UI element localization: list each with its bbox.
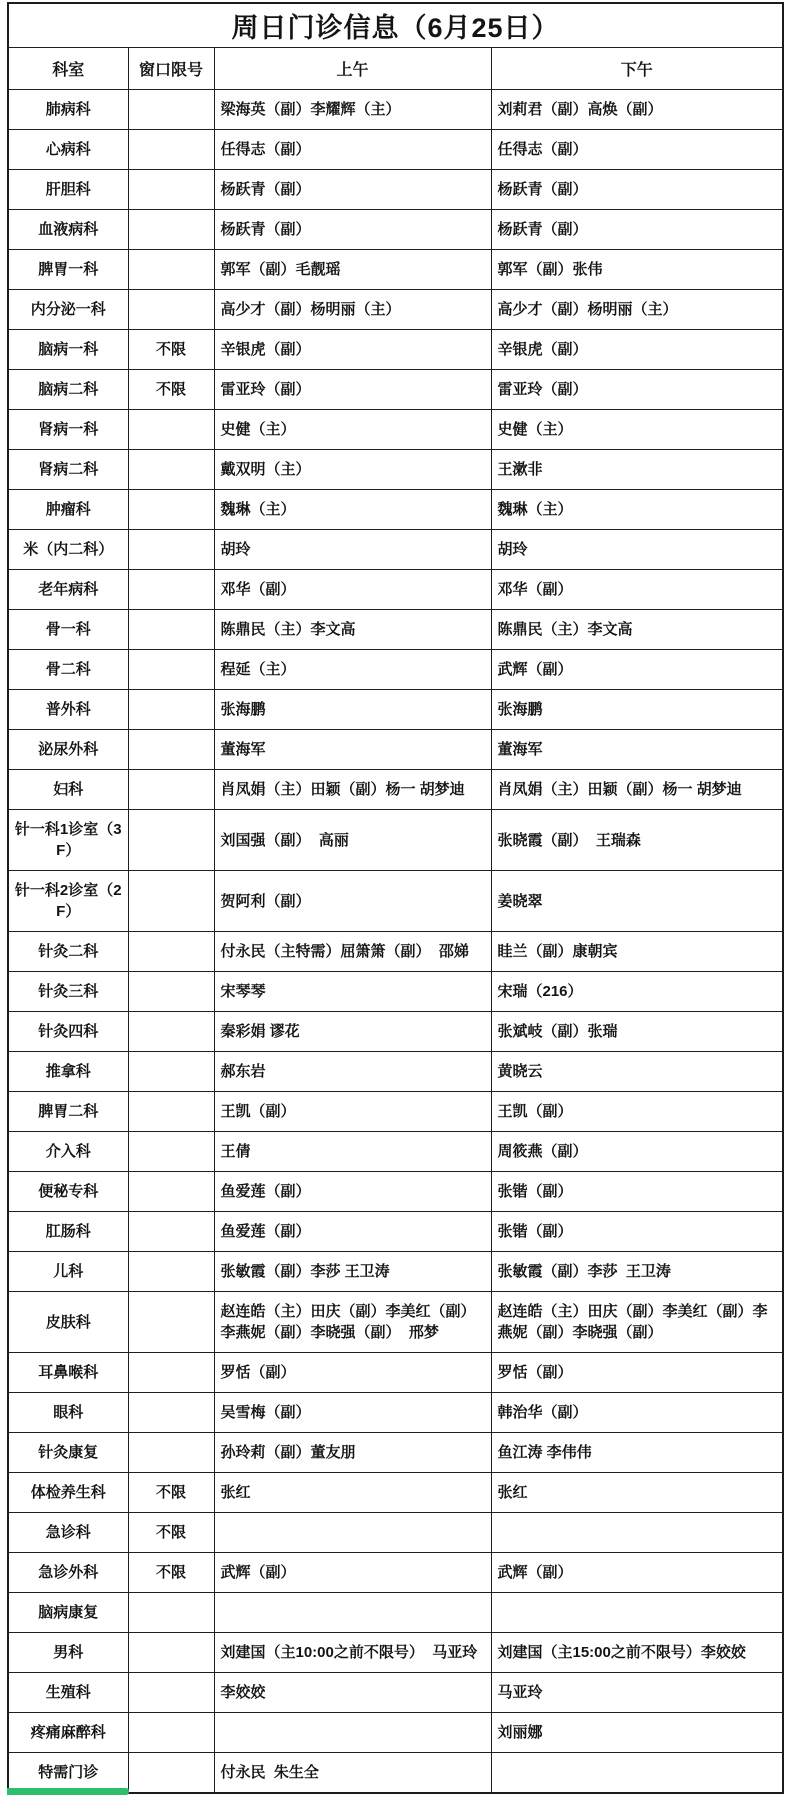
table-row bbox=[8, 450, 783, 490]
department-cell: 特需门诊 bbox=[8, 1753, 128, 1794]
window-limit-cell bbox=[128, 871, 214, 932]
morning-cell: 史健（主） bbox=[214, 410, 491, 450]
morning-cell: 宋琴琴 bbox=[214, 972, 491, 1012]
table-row bbox=[8, 610, 783, 650]
table-row bbox=[8, 1393, 783, 1433]
afternoon-cell: 周筱燕（副） bbox=[491, 1132, 783, 1172]
morning-cell: 郭军（副）毛靓瑶 bbox=[214, 250, 491, 290]
afternoon-cell bbox=[491, 1513, 783, 1553]
afternoon-cell: 刘莉君（副）高焕（副） bbox=[491, 90, 783, 130]
afternoon-cell: 张晓霞（副） 王瑞森 bbox=[491, 810, 783, 871]
morning-cell: 辛银虎（副） bbox=[214, 330, 491, 370]
morning-cell: 刘建国（主10:00之前不限号） 马亚玲 bbox=[214, 1633, 491, 1673]
table-row bbox=[8, 170, 783, 210]
morning-cell bbox=[214, 1593, 491, 1633]
department-cell: 骨一科 bbox=[8, 610, 128, 650]
department-cell: 针一科1诊室（3F） bbox=[8, 810, 128, 871]
morning-cell: 张海鹏 bbox=[214, 690, 491, 730]
table-row bbox=[8, 1252, 783, 1292]
afternoon-cell: 罗恬（副） bbox=[491, 1353, 783, 1393]
table-row bbox=[8, 1353, 783, 1393]
department-cell: 介入科 bbox=[8, 1132, 128, 1172]
afternoon-cell: 杨跃青（副） bbox=[491, 170, 783, 210]
afternoon-cell: 高少才（副）杨明丽（主） bbox=[491, 290, 783, 330]
afternoon-cell: 韩治华（副） bbox=[491, 1393, 783, 1433]
afternoon-cell: 马亚玲 bbox=[491, 1673, 783, 1713]
header-department: 科室 bbox=[8, 48, 128, 90]
department-cell: 男科 bbox=[8, 1633, 128, 1673]
table-row bbox=[8, 1593, 783, 1633]
window-limit-cell bbox=[128, 450, 214, 490]
table-row bbox=[8, 490, 783, 530]
department-cell: 肝胆科 bbox=[8, 170, 128, 210]
window-limit-cell: 不限 bbox=[128, 1553, 214, 1593]
window-limit-cell bbox=[128, 130, 214, 170]
afternoon-cell: 肖凤娟（主）田颖（副）杨一 胡梦迪 bbox=[491, 770, 783, 810]
department-cell: 米（内二科） bbox=[8, 530, 128, 570]
morning-cell: 贺阿利（副） bbox=[214, 871, 491, 932]
table-row bbox=[8, 1132, 783, 1172]
window-limit-cell bbox=[128, 1212, 214, 1252]
morning-cell: 王凯（副） bbox=[214, 1092, 491, 1132]
afternoon-cell: 董海军 bbox=[491, 730, 783, 770]
department-cell: 急诊科 bbox=[8, 1513, 128, 1553]
window-limit-cell bbox=[128, 690, 214, 730]
department-cell: 急诊外科 bbox=[8, 1553, 128, 1593]
table-row bbox=[8, 130, 783, 170]
afternoon-cell: 黄晓云 bbox=[491, 1052, 783, 1092]
department-cell: 内分泌一科 bbox=[8, 290, 128, 330]
department-cell: 泌尿外科 bbox=[8, 730, 128, 770]
window-limit-cell bbox=[128, 1172, 214, 1212]
morning-cell: 王倩 bbox=[214, 1132, 491, 1172]
window-limit-cell bbox=[128, 650, 214, 690]
window-limit-cell bbox=[128, 210, 214, 250]
window-limit-cell: 不限 bbox=[128, 370, 214, 410]
window-limit-cell bbox=[128, 730, 214, 770]
window-limit-cell bbox=[128, 90, 214, 130]
table-row bbox=[8, 871, 783, 932]
morning-cell: 孙玲莉（副）董友朋 bbox=[214, 1433, 491, 1473]
afternoon-cell: 魏琳（主） bbox=[491, 490, 783, 530]
department-cell: 骨二科 bbox=[8, 650, 128, 690]
afternoon-cell: 雷亚玲（副） bbox=[491, 370, 783, 410]
morning-cell: 赵连皓（主）田庆（副）李美红（副）李燕妮（副）李晓强（副） 邢梦 bbox=[214, 1292, 491, 1353]
morning-cell: 鱼爱莲（副） bbox=[214, 1212, 491, 1252]
table-row bbox=[8, 810, 783, 871]
title-row bbox=[8, 3, 783, 48]
window-limit-cell bbox=[128, 932, 214, 972]
department-cell: 针灸四科 bbox=[8, 1012, 128, 1052]
department-cell: 脾胃一科 bbox=[8, 250, 128, 290]
table-row bbox=[8, 1553, 783, 1593]
afternoon-cell: 眭兰（副）康朝宾 bbox=[491, 932, 783, 972]
afternoon-cell: 鱼江涛 李伟伟 bbox=[491, 1433, 783, 1473]
table-row bbox=[8, 690, 783, 730]
window-limit-cell bbox=[128, 570, 214, 610]
department-cell: 肺病科 bbox=[8, 90, 128, 130]
morning-cell bbox=[214, 1513, 491, 1553]
table-row bbox=[8, 1172, 783, 1212]
window-limit-cell bbox=[128, 610, 214, 650]
window-limit-cell bbox=[128, 490, 214, 530]
table-row bbox=[8, 1092, 783, 1132]
department-cell: 肾病一科 bbox=[8, 410, 128, 450]
window-limit-cell bbox=[128, 1252, 214, 1292]
table-row bbox=[8, 1292, 783, 1353]
window-limit-cell bbox=[128, 770, 214, 810]
table-row bbox=[8, 1212, 783, 1252]
morning-cell: 杨跃青（副） bbox=[214, 170, 491, 210]
department-cell: 脑病一科 bbox=[8, 330, 128, 370]
afternoon-cell: 宋瑞（216） bbox=[491, 972, 783, 1012]
table-row bbox=[8, 1513, 783, 1553]
table-row bbox=[8, 1012, 783, 1052]
morning-cell: 肖凤娟（主）田颖（副）杨一 胡梦迪 bbox=[214, 770, 491, 810]
department-cell: 肾病二科 bbox=[8, 450, 128, 490]
afternoon-cell: 王凯（副） bbox=[491, 1092, 783, 1132]
table-row bbox=[8, 770, 783, 810]
afternoon-cell: 史健（主） bbox=[491, 410, 783, 450]
morning-cell: 武辉（副） bbox=[214, 1553, 491, 1593]
morning-cell: 付永民（主特需）屈箫箫（副） 邵娣 bbox=[214, 932, 491, 972]
window-limit-cell bbox=[128, 1393, 214, 1433]
morning-cell: 张红 bbox=[214, 1473, 491, 1513]
table-row bbox=[8, 650, 783, 690]
afternoon-cell: 姜晓翠 bbox=[491, 871, 783, 932]
afternoon-cell: 王漱非 bbox=[491, 450, 783, 490]
department-cell: 针灸康复 bbox=[8, 1433, 128, 1473]
table-row bbox=[8, 932, 783, 972]
window-limit-cell bbox=[128, 1673, 214, 1713]
department-cell: 脑病二科 bbox=[8, 370, 128, 410]
table-row bbox=[8, 210, 783, 250]
afternoon-cell: 陈鼎民（主）李文高 bbox=[491, 610, 783, 650]
afternoon-cell: 任得志（副） bbox=[491, 130, 783, 170]
afternoon-cell: 赵连皓（主）田庆（副）李美红（副）李燕妮（副）李晓强（副） bbox=[491, 1292, 783, 1353]
afternoon-cell: 刘建国（主15:00之前不限号）李姣姣 bbox=[491, 1633, 783, 1673]
window-limit-cell bbox=[128, 1092, 214, 1132]
window-limit-cell bbox=[128, 1433, 214, 1473]
morning-cell: 秦彩娟 谬花 bbox=[214, 1012, 491, 1052]
table-row bbox=[8, 1713, 783, 1753]
window-limit-cell bbox=[128, 410, 214, 450]
afternoon-cell: 张海鹏 bbox=[491, 690, 783, 730]
window-limit-cell bbox=[128, 810, 214, 871]
table-row bbox=[8, 1433, 783, 1473]
table-row bbox=[8, 1633, 783, 1673]
morning-cell: 陈鼎民（主）李文高 bbox=[214, 610, 491, 650]
morning-cell: 梁海英（副）李耀辉（主） bbox=[214, 90, 491, 130]
department-cell: 针灸二科 bbox=[8, 932, 128, 972]
table-row bbox=[8, 972, 783, 1012]
header-window-limit: 窗口限号 bbox=[128, 48, 214, 90]
window-limit-cell: 不限 bbox=[128, 330, 214, 370]
morning-cell: 董海军 bbox=[214, 730, 491, 770]
afternoon-cell: 张锴（副） bbox=[491, 1212, 783, 1252]
department-cell: 推拿科 bbox=[8, 1052, 128, 1092]
window-limit-cell bbox=[128, 530, 214, 570]
department-cell: 老年病科 bbox=[8, 570, 128, 610]
window-limit-cell bbox=[128, 250, 214, 290]
morning-cell: 邓华（副） bbox=[214, 570, 491, 610]
table-row bbox=[8, 330, 783, 370]
window-limit-cell bbox=[128, 170, 214, 210]
department-cell: 儿科 bbox=[8, 1252, 128, 1292]
department-cell: 脑病康复 bbox=[8, 1593, 128, 1633]
table-row bbox=[8, 1673, 783, 1713]
table-row bbox=[8, 290, 783, 330]
window-limit-cell bbox=[128, 972, 214, 1012]
department-cell: 生殖科 bbox=[8, 1673, 128, 1713]
afternoon-cell: 张红 bbox=[491, 1473, 783, 1513]
afternoon-cell: 杨跃青（副） bbox=[491, 210, 783, 250]
afternoon-cell: 武辉（副） bbox=[491, 650, 783, 690]
window-limit-cell bbox=[128, 1593, 214, 1633]
afternoon-cell: 刘丽娜 bbox=[491, 1713, 783, 1753]
window-limit-cell bbox=[128, 1753, 214, 1794]
table-row bbox=[8, 530, 783, 570]
afternoon-cell: 胡玲 bbox=[491, 530, 783, 570]
department-cell: 皮肤科 bbox=[8, 1292, 128, 1353]
department-cell: 肿瘤科 bbox=[8, 490, 128, 530]
department-cell: 耳鼻喉科 bbox=[8, 1353, 128, 1393]
afternoon-cell: 辛银虎（副） bbox=[491, 330, 783, 370]
afternoon-cell: 邓华（副） bbox=[491, 570, 783, 610]
window-limit-cell bbox=[128, 1713, 214, 1753]
afternoon-cell: 张锴（副） bbox=[491, 1172, 783, 1212]
morning-cell: 罗恬（副） bbox=[214, 1353, 491, 1393]
department-cell: 脾胃二科 bbox=[8, 1092, 128, 1132]
morning-cell: 李姣姣 bbox=[214, 1673, 491, 1713]
afternoon-cell: 张斌岐（副）张瑞 bbox=[491, 1012, 783, 1052]
window-limit-cell bbox=[128, 1052, 214, 1092]
morning-cell: 高少才（副）杨明丽（主） bbox=[214, 290, 491, 330]
schedule-body bbox=[8, 90, 783, 1794]
table-row bbox=[8, 90, 783, 130]
morning-cell: 任得志（副） bbox=[214, 130, 491, 170]
morning-cell: 雷亚玲（副） bbox=[214, 370, 491, 410]
department-cell: 普外科 bbox=[8, 690, 128, 730]
morning-cell: 鱼爱莲（副） bbox=[214, 1172, 491, 1212]
department-cell: 便秘专科 bbox=[8, 1172, 128, 1212]
window-limit-cell bbox=[128, 1633, 214, 1673]
clinic-schedule-table bbox=[7, 2, 784, 1794]
header-afternoon: 下午 bbox=[491, 48, 783, 90]
department-cell: 针一科2诊室（2F） bbox=[8, 871, 128, 932]
window-limit-cell: 不限 bbox=[128, 1513, 214, 1553]
window-limit-cell bbox=[128, 1353, 214, 1393]
morning-cell: 魏琳（主） bbox=[214, 490, 491, 530]
afternoon-cell: 武辉（副） bbox=[491, 1553, 783, 1593]
table-row bbox=[8, 250, 783, 290]
department-cell: 心病科 bbox=[8, 130, 128, 170]
department-cell: 眼科 bbox=[8, 1393, 128, 1433]
morning-cell: 程延（主） bbox=[214, 650, 491, 690]
header-row bbox=[8, 48, 783, 90]
department-cell: 妇科 bbox=[8, 770, 128, 810]
table-row bbox=[8, 410, 783, 450]
morning-cell: 刘国强（副） 高丽 bbox=[214, 810, 491, 871]
window-limit-cell bbox=[128, 1012, 214, 1052]
table-row bbox=[8, 1052, 783, 1092]
morning-cell: 付永民 朱生全 bbox=[214, 1753, 491, 1794]
table-row bbox=[8, 1753, 783, 1794]
department-cell: 针灸三科 bbox=[8, 972, 128, 1012]
green-highlight-bar bbox=[7, 1788, 129, 1795]
morning-cell: 吴雪梅（副） bbox=[214, 1393, 491, 1433]
header-morning: 上午 bbox=[214, 48, 491, 90]
morning-cell: 郝东岩 bbox=[214, 1052, 491, 1092]
afternoon-cell bbox=[491, 1753, 783, 1794]
table-row bbox=[8, 570, 783, 610]
table-row bbox=[8, 1473, 783, 1513]
window-limit-cell: 不限 bbox=[128, 1473, 214, 1513]
window-limit-cell bbox=[128, 1132, 214, 1172]
page-title: 周日门诊信息（6月25日） bbox=[8, 3, 783, 48]
table-row bbox=[8, 730, 783, 770]
morning-cell: 杨跃青（副） bbox=[214, 210, 491, 250]
department-cell: 疼痛麻醉科 bbox=[8, 1713, 128, 1753]
morning-cell: 张敏霞（副）李莎 王卫涛 bbox=[214, 1252, 491, 1292]
afternoon-cell: 郭军（副）张伟 bbox=[491, 250, 783, 290]
morning-cell: 戴双明（主） bbox=[214, 450, 491, 490]
morning-cell: 胡玲 bbox=[214, 530, 491, 570]
table-row bbox=[8, 370, 783, 410]
department-cell: 体检养生科 bbox=[8, 1473, 128, 1513]
morning-cell bbox=[214, 1713, 491, 1753]
window-limit-cell bbox=[128, 1292, 214, 1353]
department-cell: 血液病科 bbox=[8, 210, 128, 250]
department-cell: 肛肠科 bbox=[8, 1212, 128, 1252]
afternoon-cell: 张敏霞（副）李莎 王卫涛 bbox=[491, 1252, 783, 1292]
window-limit-cell bbox=[128, 290, 214, 330]
afternoon-cell bbox=[491, 1593, 783, 1633]
